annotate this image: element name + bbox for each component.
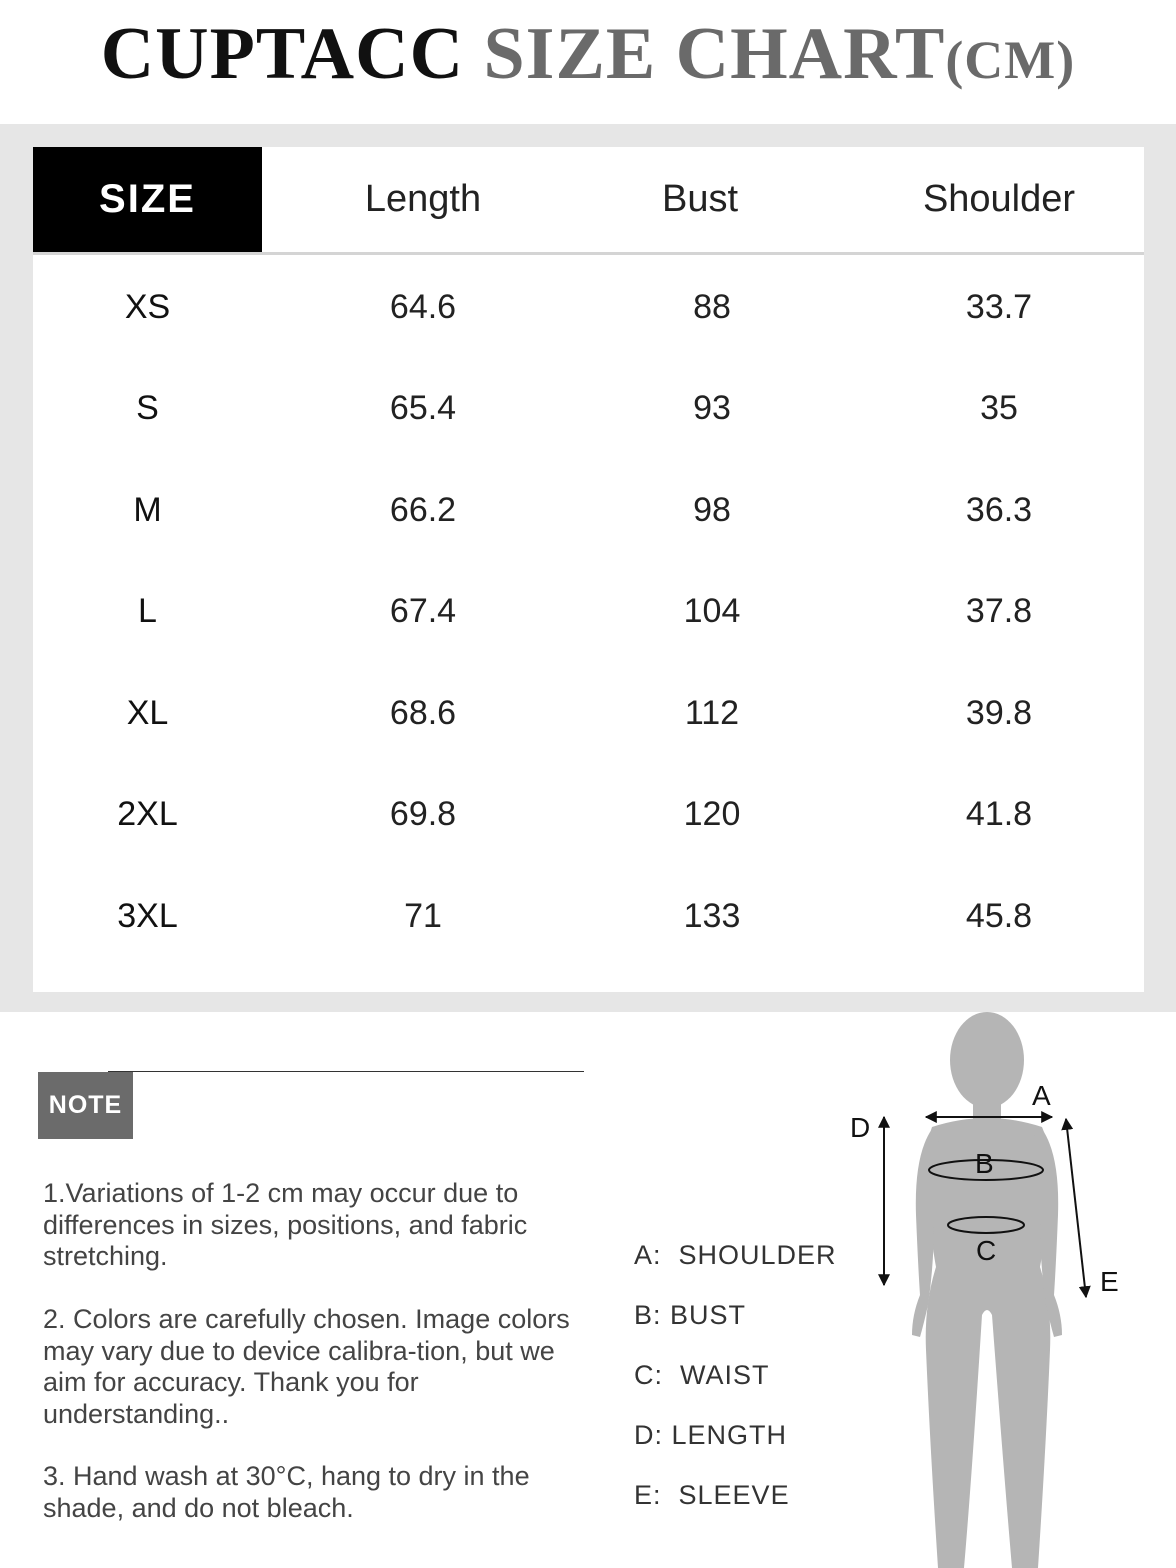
note-badge: NOTE [38,1072,133,1139]
cell-size: 3XL [117,896,178,935]
cell-length: 64.6 [389,287,457,326]
cell-size: XL [126,693,169,732]
header-length: Length [364,178,482,220]
cell-bust: 98 [693,490,731,529]
label-c: C [976,1235,997,1266]
cell-length: 68.6 [389,693,457,732]
cell-size: 2XL [117,795,178,833]
cell-shoulder: 37.8 [965,592,1033,630]
table-row [33,785,1144,887]
label-b: B [975,1148,994,1179]
legend-length: D: LENGTH [634,1420,788,1450]
cell-bust: 120 [683,795,741,833]
cell-length: 66.2 [389,490,457,529]
cell-shoulder: 45.8 [965,896,1033,935]
table-row [33,582,1144,684]
table-row [33,886,1144,988]
cell-size: M [133,490,162,529]
cell-bust: 112 [684,693,740,732]
brand-name: CUPTACC [100,13,465,95]
cell-shoulder: 39.8 [965,693,1033,732]
label-d: D [850,1112,871,1143]
label-e: E [1100,1266,1119,1297]
legend-sleeve: E: SLEEVE [634,1480,790,1510]
cell-shoulder: 33.7 [965,287,1033,326]
table-body [33,277,1144,988]
cell-shoulder: 41.8 [965,795,1033,833]
cell-length: 65.4 [389,389,457,427]
cell-shoulder: 36.3 [965,490,1033,529]
table-row [33,379,1144,481]
cell-shoulder: 35 [980,389,1018,427]
legend-bust: B: BUST [634,1300,747,1330]
cell-length: 69.8 [389,795,457,833]
page-title [0,14,1176,100]
cell-bust: 93 [693,389,731,427]
table-row [33,683,1144,785]
header-divider [33,252,1144,255]
sleeve-arrow [1066,1119,1086,1297]
label-a: A [1032,1080,1051,1111]
body-measurement-figure [840,1005,1140,1568]
size-table [33,147,1144,992]
note-item: 3. Hand wash at 30°C, hang to dry in the shade, and do not bleach. [43,1461,530,1523]
legend-shoulder: A: SHOULDER [634,1240,837,1270]
legend-waist: C: WAIST [634,1360,770,1390]
cell-bust: 88 [693,287,731,326]
table-row [33,277,1144,379]
cell-length: 71 [404,896,442,935]
table-row [33,480,1144,582]
cell-size: L [138,592,157,630]
note-divider [108,1071,584,1072]
title-text: SIZE CHART [464,13,946,95]
cell-size: XS [124,287,171,326]
title-unit: (CM) [945,30,1076,90]
header-bust: Bust [661,178,739,220]
cell-bust: 133 [683,896,741,935]
note-item: 1.Variations of 1-2 cm may occur due to differences in sizes, positions, and fabric stretching. [43,1178,528,1271]
note-item: 2. Colors are carefully chosen. Image colors may vary due to device calibra-tion, but we aim for accuracy. Thank you for understanding.. [43,1304,570,1429]
header-size: SIZE [33,147,262,252]
cell-size: S [136,389,159,427]
header-shoulder: Shoulder [922,178,1076,220]
cell-bust: 104 [683,592,741,630]
cell-length: 67.4 [389,592,457,630]
